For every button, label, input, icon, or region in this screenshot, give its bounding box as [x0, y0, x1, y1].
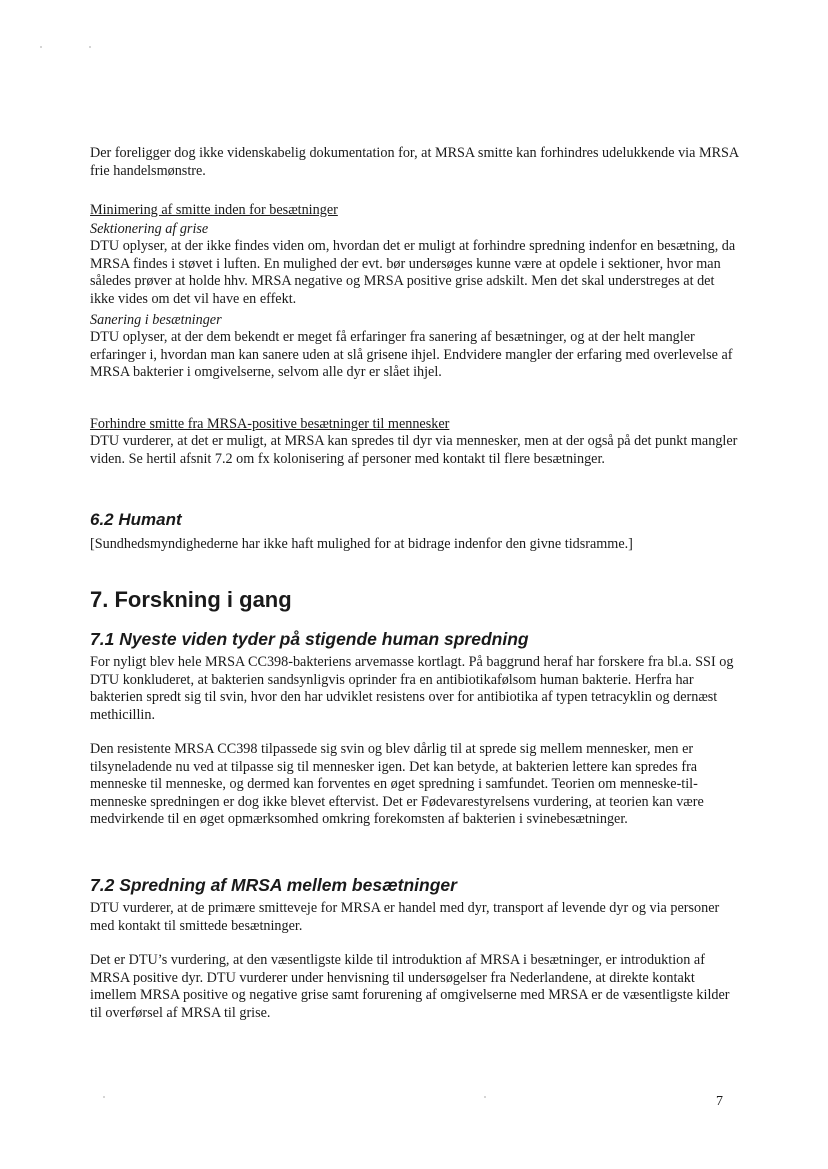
section-7-1 [90, 628, 740, 829]
intro-paragraph: Der foreligger dog ikke videnskabelig dokumentation for, at MRSA smitte kan forhindres udelukkende via MRSA frie handelsmønstre. [90, 145, 739, 179]
sektionering-title: Sektionering af grise [90, 221, 209, 237]
section-7-2-paragraph-2: Det er DTU’s vurdering, at den væsentligste kilde til introduktion af MRSA i besætninger, er introduktion af MRSA positive dyr. DTU vurderer under henvisning til undersøgelser fra Nederlandene, at direkte kontakt imellem MRSA positive og negative grise samt forurening af omgivelserne med MRSA er de væsentligste kilder til overførsel af MRSA til grise. [90, 952, 730, 1021]
forskning-section [90, 586, 740, 614]
forskning-heading: 7. Forskning i gang [90, 587, 292, 612]
intro-section [90, 145, 740, 180]
minimering-section [90, 201, 740, 382]
scan-speck [484, 1096, 486, 1098]
forhindre-heading: Forhindre smitte fra MRSA-positive besætninger til mennesker [90, 416, 450, 432]
scan-speck [89, 46, 91, 48]
sektionering-paragraph: DTU oplyser, at der ikke findes viden om, hvordan det er muligt at forhindre spredning indenfor en besætning, da MRSA findes i støvet i luften. En mulighed der evt. bør undersøges kunne være at opdele i sektioner, hvor man således prøver at holde hhv. MRSA negative og MRSA positive grise adskilt. Men det skal understreges at det ikke vides om det vil have en effekt. [90, 238, 736, 307]
section-7-1-paragraph-2: Den resistente MRSA CC398 tilpassede sig svin og blev dårlig til at sprede sig mellem mennesker, men er tilsyneladende nu ved at tilpasse sig til mennesker igen. Det kan betyde, at bakterien lettere kan spredes fra menneske til menneske, og dermed kan forventes en øget spredning i samfundet. Teorien om menneske-til-menneske spredningen er dog ikke blevet eftervist. Det er Fødevarestyrelsens vurdering, at teorien kan være medvirkende til en øget opmærksomhed omkring forekomsten af bakterien i svinebesætninger. [90, 741, 704, 827]
humant-paragraph: [Sundhedsmyndighederne har ikke haft mulighed for at bidrage indenfor den givne tidsramme.] [90, 536, 633, 552]
humant-heading: 6.2 Humant [90, 510, 182, 529]
section-7-1-paragraph-1: For nyligt blev hele MRSA CC398-bakteriens arvemasse kortlagt. På baggrund heraf har forskere fra bl.a. SSI og DTU konkluderet, at bakterien sandsynligvis oprinder fra en antibiotikafølsom human bakterie. Herfra har bakterien spredt sig til svin, hvor den har udviklet resistens over for antibiotika af typen tetracyklin og dernæst methicillin. [90, 654, 734, 723]
section-7-2-paragraph-1: DTU vurderer, at de primære smitteveje for MRSA er handel med dyr, transport af levende dyr og via personer med kontakt til smittede besætninger. [90, 900, 720, 934]
page-number: 7 [716, 1094, 723, 1109]
section-7-2 [90, 874, 740, 1022]
section-7-1-heading: 7.1 Nyeste viden tyder på stigende human spredning [90, 629, 529, 649]
section-7-2-heading: 7.2 Spredning af MRSA mellem besætninger [90, 875, 457, 895]
minimering-heading: Minimering af smitte inden for besætninger [90, 202, 338, 218]
scan-speck [40, 46, 42, 48]
humant-section [90, 509, 740, 554]
forhindre-paragraph: DTU vurderer, at det er muligt, at MRSA kan spredes til dyr via mennesker, men at der også på det punkt mangler viden. Se hertil afsnit 7.2 om fx kolonisering af personer med kontakt til flere besætninger. [90, 433, 738, 467]
forhindre-section [90, 415, 740, 468]
sanering-paragraph: DTU oplyser, at der dem bekendt er meget få erfaringer fra sanering af besætninger, og at der helt mangler erfaringer i, hvordan man kan sanere uden at slå grisene ihjel. Endvidere mangler der erfaring med overlevelse af MRSA bakterier i omgivelserne, selvom alle dyr er slået ihjel. [90, 329, 733, 380]
sanering-title: Sanering i besætninger [90, 312, 222, 328]
scan-speck [103, 1096, 105, 1098]
